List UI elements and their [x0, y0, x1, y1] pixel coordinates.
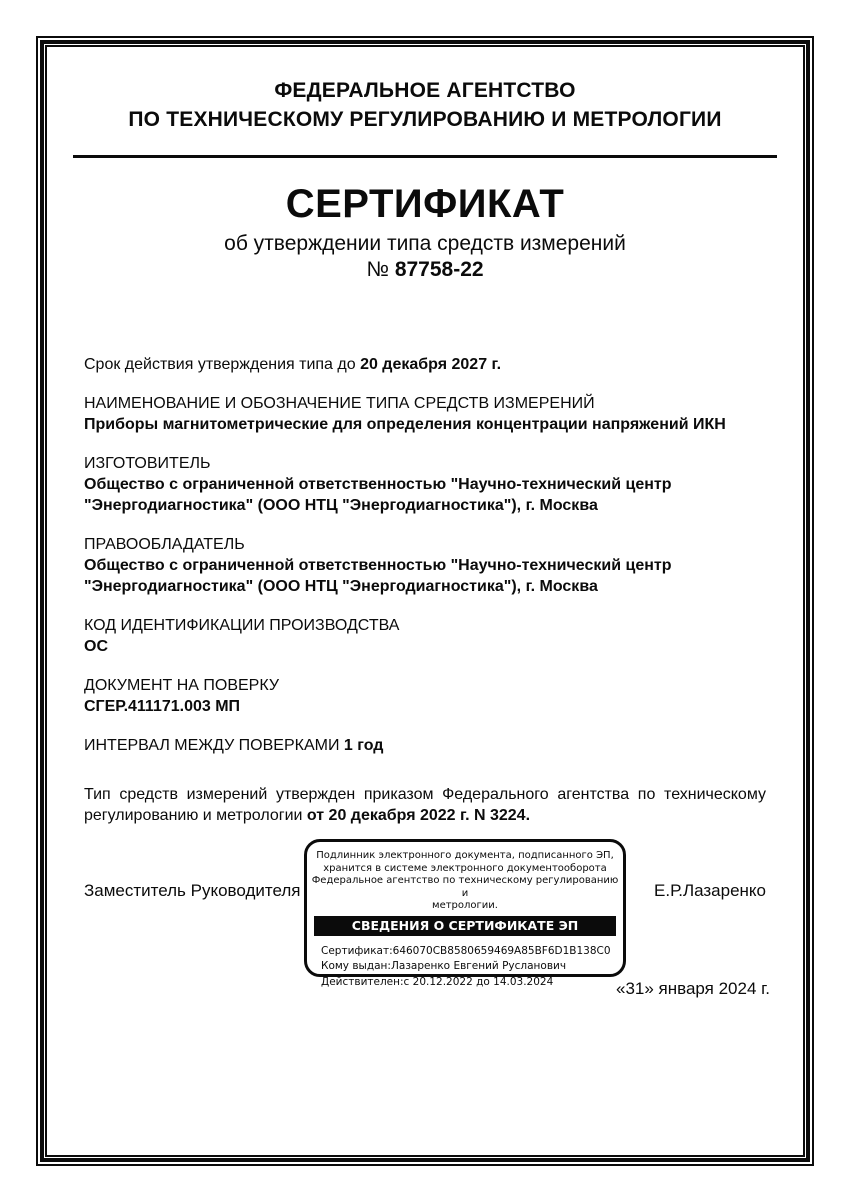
section-label: ДОКУМЕНТ НА ПОВЕРКУ	[84, 677, 280, 694]
stamp-header-line4: метрологии.	[432, 900, 498, 911]
approval-order-paragraph	[84, 784, 766, 826]
section-value: СГЕР.411171.003 МП	[84, 698, 241, 715]
validity-line	[84, 354, 766, 375]
section-value: Общество с ограниченной ответственностью "Научно-технический центр "Энергодиагностика" (ООО НТЦ "Энергодиагностика"), г. Москва	[84, 476, 672, 514]
section-value: Общество с ограниченной ответственностью "Научно-технический центр "Энергодиагностика" (ООО НТЦ "Энергодиагностика"), г. Москва	[84, 557, 672, 595]
section-value: Приборы магнитометрические для определения концентрации напряжений ИКН	[84, 416, 726, 433]
stamp-header-text	[307, 850, 623, 913]
validity-label: Срок действия утверждения типа до	[84, 356, 361, 373]
agency-header-line2: ПО ТЕХНИЧЕСКОМУ РЕГУЛИРОВАНИЮ И МЕТРОЛОГИИ	[128, 108, 722, 131]
verification-interval-line	[84, 735, 766, 756]
certificate-body	[84, 354, 766, 826]
validity-value: 20 декабря 2027 г.	[360, 356, 502, 373]
issue-date: «31» января 2024 г.	[615, 979, 770, 998]
section-label: НАИМЕНОВАНИЕ И ОБОЗНАЧЕНИЕ ТИПА СРЕДСТВ ИЗМЕРЕНИЙ	[84, 395, 595, 412]
section-label: ИЗГОТОВИТЕЛЬ	[84, 455, 211, 472]
stamp-header-line1: Подлинник электронного документа, подписанного ЭП,	[316, 850, 614, 861]
stamp-field-label: Действителен:	[321, 975, 404, 988]
stamp-fields	[321, 944, 615, 991]
stamp-field-certificate	[321, 944, 615, 960]
stamp-field-label: Сертификат:	[321, 944, 393, 957]
certificate-title: СЕРТИФИКАТ	[285, 182, 565, 226]
stamp-field-value: 646070CB8580659469A85BF6D1B138C0	[392, 944, 611, 957]
section-manufacturer	[84, 453, 766, 516]
certificate-subtitle: об утверждении типа средств измерений	[224, 232, 626, 255]
section-value: ОС	[84, 638, 108, 655]
section-label: ПРАВООБЛАДАТЕЛЬ	[84, 536, 245, 553]
electronic-signature-stamp	[304, 839, 626, 988]
stamp-header-line2: хранится в системе электронного документооборота	[323, 862, 607, 874]
stamp-field-value: с 20.12.2022 до 14.03.2024	[403, 975, 554, 988]
certificate-number	[0, 257, 850, 283]
section-verification-document	[84, 675, 766, 717]
interval-value: 1 год	[343, 737, 384, 754]
section-production-code	[84, 615, 766, 657]
stamp-field-valid	[321, 975, 615, 991]
section-name-designation	[84, 393, 766, 435]
stamp-field-label: Кому выдан:	[321, 960, 391, 972]
interval-label: ИНТЕРВАЛ МЕЖДУ ПОВЕРКАМИ	[84, 737, 344, 754]
stamp-header-line3: Федеральное агентство по техническому регулированию и	[311, 875, 619, 899]
approval-order-reference: от 20 декабря 2022 г. N 3224.	[306, 807, 531, 824]
agency-header	[0, 76, 850, 134]
certificate-number-value: 87758-22	[394, 258, 484, 281]
section-rights-holder	[84, 534, 766, 597]
signatory-position: Заместитель Руководителя	[84, 881, 301, 900]
agency-header-line1: ФЕДЕРАЛЬНОЕ АГЕНТСТВО	[274, 79, 576, 102]
stamp-field-issued-to	[321, 959, 615, 975]
approval-order-text: Тип средств измерений утвержден приказом Федерального агентства по техническому регулированию и метрологии	[84, 786, 766, 824]
stamp-field-value: Лазаренко Евгений Русланович	[391, 960, 567, 972]
signatory-name: Е.Р.Лазаренко	[654, 881, 766, 900]
stamp-banner: СВЕДЕНИЯ О СЕРТИФИКАТЕ ЭП	[314, 916, 616, 936]
header-divider	[73, 155, 777, 158]
section-label: КОД ИДЕНТИФИКАЦИИ ПРОИЗВОДСТВА	[84, 617, 400, 634]
certificate-number-prefix: №	[366, 258, 395, 281]
